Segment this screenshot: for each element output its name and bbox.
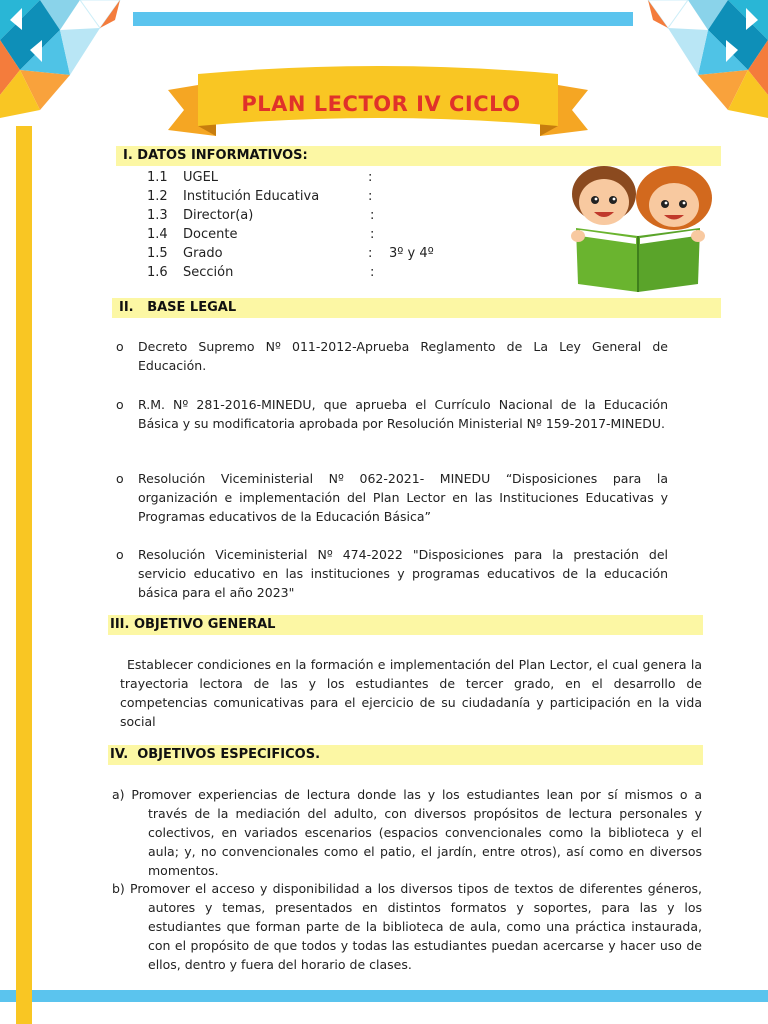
section3-heading: III. OBJETIVO GENERAL (110, 617, 276, 632)
datos-num: 1.4 (147, 227, 168, 242)
datos-colon: : (368, 246, 373, 261)
item-text: Promover experiencias de lectura donde las y los estudiantes lean por sí mismos o a través de la mediación del adulto, con diversos propósitos de lectura personales y colectivos, en variados escenarios (espacios convencionales como la biblioteca y el aula; y, no convencionales como el patio, el jardín, entre otros), así como en diversos momentos. (131, 787, 702, 878)
datos-label: Grado (183, 246, 223, 261)
datos-colon: : (368, 189, 373, 204)
corner-triangles-left-icon (0, 0, 130, 125)
datos-colon: : (368, 170, 373, 185)
bottom-decorative-bar (0, 990, 768, 1002)
datos-informativos-list (147, 168, 447, 282)
datos-colon: : (370, 208, 375, 223)
legal-bullet-3 (116, 469, 668, 526)
kids-reading-book-icon (566, 160, 716, 295)
datos-label: Director(a) (183, 208, 254, 223)
datos-num: 1.6 (147, 265, 168, 280)
datos-num: 1.1 (147, 170, 168, 185)
item-text: Promover el acceso y disponibilidad a los diversos tipos de textos de diferentes géneros, autores y temas, presentados en distintos formatos y soportes, para las y los estudiantes que forman parte de la biblioteca de aula, como una práctica instaurada, con el propósito de que todos y todas las estudiantes puedan acercarse y hacer uso de ellos, dentro y fuera del horario de clases. (130, 881, 702, 972)
datos-row (147, 263, 447, 282)
legal-bullet-1 (116, 337, 668, 375)
datos-value: 3º y 4º (389, 246, 434, 261)
objetivo-especifico-a (112, 785, 702, 880)
datos-num: 1.5 (147, 246, 168, 261)
page-title: PLAN LECTOR IV CICLO (241, 92, 521, 116)
bullet-text: Decreto Supremo Nº 011-2012-Aprueba Reglamento de La Ley General de Educación. (138, 339, 668, 373)
corner-triangles-right-icon (640, 0, 768, 125)
section4-heading: IV. OBJETIVOS ESPECIFICOS. (110, 747, 321, 762)
top-decorative-bar (133, 12, 633, 26)
bullet-marker: o (116, 547, 124, 562)
bullet-text: R.M. Nº 281-2016-MINEDU, que aprueba el Currículo Nacional de la Educación Básica y su modificatoria aprobada por Resolución Ministerial Nº 159-2017-MINEDU. (138, 397, 668, 431)
bullet-text: Resolución Viceministerial Nº 474-2022 "Disposiciones para la prestación del servicio educativo en las instituciones y programas educativos de la educación básica para el año 2023" (138, 547, 668, 600)
datos-label: Institución Educativa (183, 189, 320, 204)
datos-num: 1.3 (147, 208, 168, 223)
datos-label: Docente (183, 227, 238, 242)
datos-row (147, 244, 447, 263)
bullet-marker: o (116, 339, 124, 354)
left-decorative-bar (16, 126, 32, 1024)
legal-bullet-2 (116, 395, 668, 433)
datos-colon: : (370, 227, 375, 242)
datos-row (147, 187, 447, 206)
section1-heading: I. DATOS INFORMATIVOS: (123, 148, 308, 163)
datos-row (147, 225, 447, 244)
objetivo-especifico-b (112, 879, 702, 974)
datos-colon: : (370, 265, 375, 280)
legal-bullet-4 (116, 545, 668, 602)
item-marker: b) (112, 881, 125, 896)
bullet-text: Resolución Viceministerial Nº 062-2021- MINEDU “Disposiciones para la organización e implementación del Plan Lector en las Instituciones Educativas y Programas educativos de la Educación Básica” (138, 471, 668, 524)
datos-row (147, 206, 447, 225)
datos-label: UGEL (183, 170, 219, 185)
section2-heading: II. BASE LEGAL (119, 300, 237, 315)
datos-row (147, 168, 447, 187)
datos-num: 1.2 (147, 189, 168, 204)
bullet-marker: o (116, 397, 124, 412)
objetivo-general-text: Establecer condiciones en la formación e implementación del Plan Lector, el cual genera la trayectoria lectora de las y los estudiantes de tercer grado, en el desarrollo de competencias comunicativas para el ejercicio de su ciudadanía y participación en la vida social (120, 657, 702, 729)
item-marker: a) (112, 787, 125, 802)
bullet-marker: o (116, 471, 124, 486)
datos-label: Sección (183, 265, 234, 280)
